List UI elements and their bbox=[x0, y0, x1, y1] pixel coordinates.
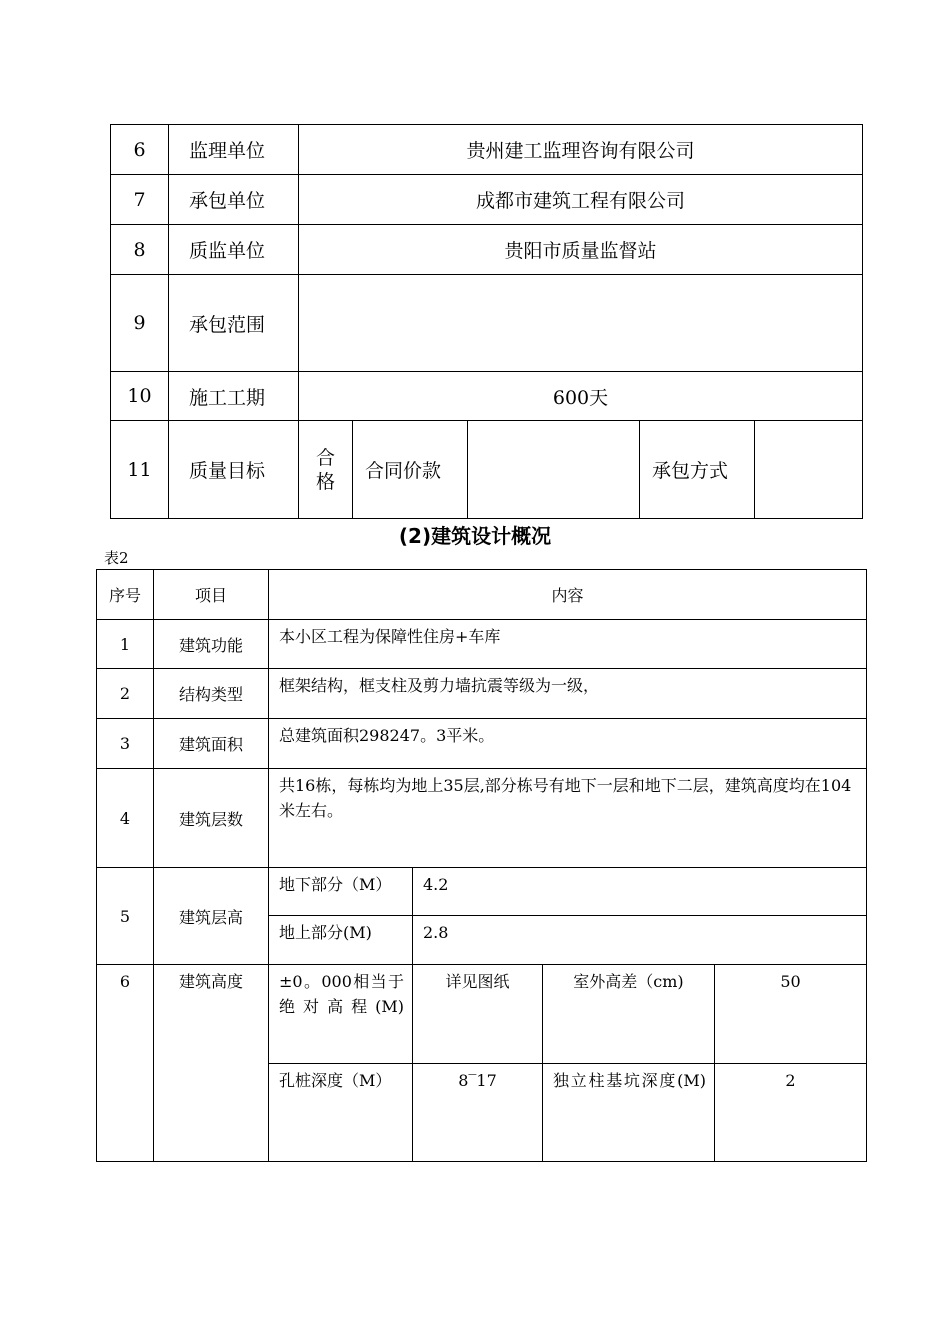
above-ground-label: 地上部分(M) bbox=[269, 916, 413, 965]
row-label: 监理单位 bbox=[169, 125, 299, 175]
outdoor-height-value: 50 bbox=[715, 965, 867, 1064]
row-number: 11 bbox=[111, 421, 169, 519]
section-title: (2)建筑设计概况 bbox=[398, 524, 552, 548]
row-number: 2 bbox=[97, 669, 154, 719]
contract-price-value bbox=[468, 421, 640, 519]
table-number: 表2 bbox=[104, 549, 129, 567]
table-row bbox=[97, 620, 867, 669]
pile-depth-value: 8‾17 bbox=[413, 1064, 543, 1162]
row-label: 承包范围 bbox=[169, 275, 299, 372]
row-item: 建筑层高 bbox=[154, 868, 269, 965]
table-row bbox=[97, 868, 867, 916]
relative-elevation-value: 详见图纸 bbox=[413, 965, 543, 1064]
table-row bbox=[111, 372, 863, 421]
table-row bbox=[97, 965, 867, 1064]
pit-depth-value: 2 bbox=[715, 1064, 867, 1162]
below-ground-value: 4.2 bbox=[413, 868, 867, 916]
table-row bbox=[111, 225, 863, 275]
row-item: 建筑层数 bbox=[154, 769, 269, 868]
quality-value bbox=[299, 421, 353, 519]
row-label: 承包单位 bbox=[169, 175, 299, 225]
quality-char: 合 bbox=[315, 446, 335, 469]
header-item: 项目 bbox=[154, 570, 269, 620]
building-design-table bbox=[96, 569, 867, 1162]
table-row bbox=[97, 669, 867, 719]
row-value: 600天 bbox=[299, 372, 863, 421]
row-item: 建筑高度 bbox=[154, 965, 269, 1162]
row-number: 6 bbox=[111, 125, 169, 175]
row-number: 4 bbox=[97, 769, 154, 868]
project-info-table bbox=[110, 124, 863, 519]
row-value: 贵阳市质量监督站 bbox=[299, 225, 863, 275]
row-content: 本小区工程为保障性住房+车库 bbox=[269, 620, 867, 669]
row-number: 9 bbox=[111, 275, 169, 372]
row-value: 贵州建工监理咨询有限公司 bbox=[299, 125, 863, 175]
pile-depth-label: 孔桩深度（M） bbox=[269, 1064, 413, 1162]
row-item: 建筑功能 bbox=[154, 620, 269, 669]
row-value bbox=[299, 275, 863, 372]
row-label: 质监单位 bbox=[169, 225, 299, 275]
row-item: 结构类型 bbox=[154, 669, 269, 719]
contract-mode-value bbox=[755, 421, 863, 519]
below-ground-label: 地下部分（M） bbox=[269, 868, 413, 916]
table-row bbox=[97, 719, 867, 769]
row-number: 1 bbox=[97, 620, 154, 669]
row-value: 成都市建筑工程有限公司 bbox=[299, 175, 863, 225]
row-label: 施工工期 bbox=[169, 372, 299, 421]
row-content: 共16栋，每栋均为地上35层,部分栋号有地下一层和地下二层，建筑高度均在104米左右。 bbox=[269, 769, 867, 868]
row-number: 3 bbox=[97, 719, 154, 769]
table-header-row bbox=[97, 570, 867, 620]
row-content: 框架结构，框支柱及剪力墙抗震等级为一级， bbox=[269, 669, 867, 719]
contract-mode-label: 承包方式 bbox=[640, 421, 755, 519]
row-number: 8 bbox=[111, 225, 169, 275]
row-label: 质量目标 bbox=[169, 421, 299, 519]
row-number: 7 bbox=[111, 175, 169, 225]
table-row bbox=[111, 125, 863, 175]
table-row bbox=[111, 175, 863, 225]
header-content: 内容 bbox=[269, 570, 867, 620]
row-content: 总建筑面积298247。3平米。 bbox=[269, 719, 867, 769]
above-ground-value: 2.8 bbox=[413, 916, 867, 965]
outdoor-height-label: 室外高差（cm) bbox=[543, 965, 715, 1064]
row-item: 建筑面积 bbox=[154, 719, 269, 769]
table-row bbox=[97, 769, 867, 868]
table-row bbox=[111, 421, 863, 519]
row-number: 6 bbox=[97, 965, 154, 1162]
pit-depth-label: 独立柱基坑深度(M) bbox=[543, 1064, 715, 1162]
quality-char: 格 bbox=[315, 470, 335, 493]
relative-elevation-label: ±0。000相当于绝对高程(M) bbox=[269, 965, 413, 1064]
header-number: 序号 bbox=[97, 570, 154, 620]
contract-price-label: 合同价款 bbox=[353, 421, 468, 519]
row-number: 10 bbox=[111, 372, 169, 421]
table-row bbox=[111, 275, 863, 372]
row-number: 5 bbox=[97, 868, 154, 965]
